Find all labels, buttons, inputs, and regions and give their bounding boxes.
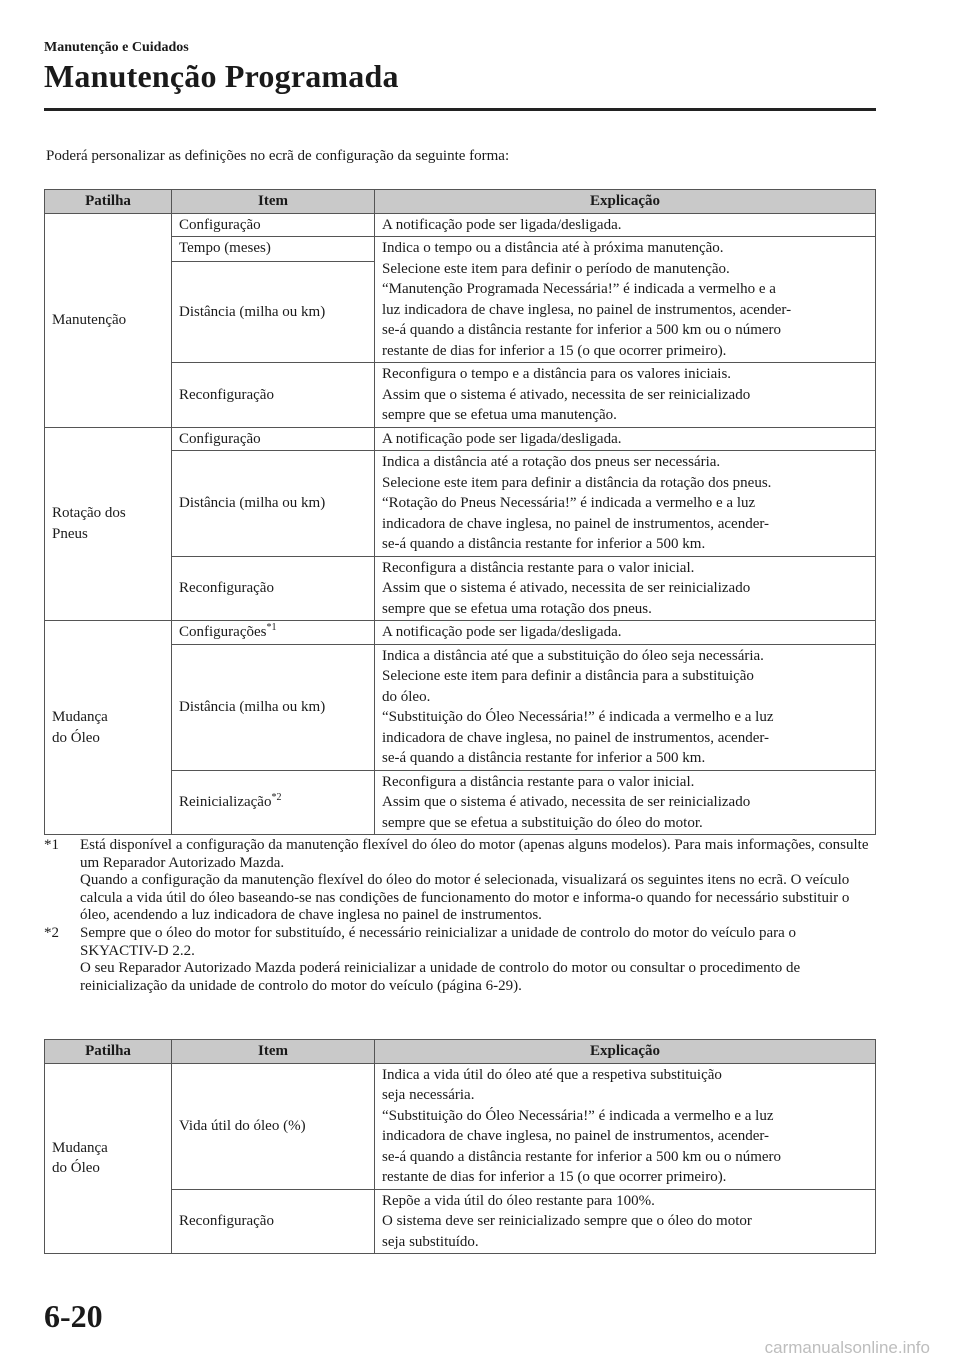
table-row	[45, 213, 876, 237]
explanation-cell: Reconfigura o tempo e a distância para os valores iniciais. Assim que o sistema é ativado, necessita de ser reinicializado sempre que se efetua uma manutenção.	[375, 363, 876, 428]
watermark: carmanualsonline.info	[764, 1338, 930, 1357]
item-cell: Tempo (meses)	[172, 237, 375, 262]
item-cell: Reconfiguração	[172, 1189, 375, 1254]
item-cell: Reconfiguração	[172, 556, 375, 621]
item-cell	[172, 770, 375, 835]
tab-label: Rotação dos Pneus	[52, 505, 126, 542]
item-cell: Reconfiguração	[172, 363, 375, 428]
tab-cell	[45, 1063, 172, 1254]
footnote-text: Sempre que o óleo do motor for substituído, é necessário reinicializar a unidade de controlo do motor do veículo para o SKYACTIV-D 2.2. O seu Reparador Autorizado Mazda poderá reinicializar a unidade de controlo do motor ou consultar o procedimento de reinicialização da unidade de controlo do motor do veículo (página 6-29).	[80, 924, 801, 994]
explanation-cell: A notificação pode ser ligada/desligada.	[375, 427, 876, 451]
footnotes	[44, 837, 876, 995]
item-cell: Configuração	[172, 213, 375, 237]
settings-table	[44, 189, 876, 835]
explanation-cell: Reconfigura a distância restante para o valor inicial. Assim que o sistema é ativado, necessita de ser reinicializado sempre que se efetua a substituição do óleo do motor.	[375, 770, 876, 835]
explanation-cell: Indica a distância até a rotação dos pneus ser necessária. Selecione este item para definir a distância da rotação dos pneus. “Rotação do Pneus Necessária!” é indicada a vermelho e a luz indicadora de chave inglesa, no painel de instrumentos, acender- se-á quando a distância restante for inferior a 500 km.	[375, 451, 876, 557]
tab-label: Mudança do Óleo	[52, 1139, 108, 1177]
page-number: 6-20	[44, 1298, 103, 1334]
explanation-cell: Reconfigura a distância restante para o valor inicial. Assim que o sistema é ativado, necessita de ser reinicializado sempre que se efetua uma rotação dos pneus.	[375, 556, 876, 621]
table-header-tab: Patilha	[45, 1040, 172, 1064]
item-label: Reinicialização	[179, 794, 272, 810]
table-row	[45, 1063, 876, 1189]
table-header-tab: Patilha	[45, 190, 172, 214]
title-rule	[44, 108, 876, 111]
item-label: Configurações	[179, 624, 267, 640]
intro-text: Poderá personalizar as definições no ecrã de configuração da seguinte forma:	[46, 148, 510, 164]
table-header-explanation: Explicação	[375, 1040, 876, 1064]
footnote-ref: *1	[266, 622, 277, 633]
table-row	[45, 427, 876, 451]
footnote-mark: *2	[44, 924, 59, 941]
tab-cell	[45, 427, 172, 621]
footnote-mark: *1	[44, 837, 59, 853]
explanation-cell: Indica a vida útil do óleo até que a respetiva substituição seja necessária. “Substituição do Óleo Necessária!” é indicada a vermelho e a luz indicadora de chave inglesa, no painel de instrumentos, acender- se-á quando a distância restante for inferior a 500 km ou o número restante de dias for inferior a 15 (o que ocorrer primeiro).	[375, 1063, 876, 1189]
item-cell: Distância (milha ou km)	[172, 262, 375, 363]
item-cell	[172, 621, 375, 645]
table-header-item: Item	[172, 1040, 375, 1064]
tab-label: Mudança do Óleo	[52, 709, 108, 746]
explanation-cell: Repõe a vida útil do óleo restante para 100%. O sistema deve ser reinicializado sempre que o óleo do motor seja substituído.	[375, 1189, 876, 1254]
item-cell: Configuração	[172, 427, 375, 451]
table-header-explanation: Explicação	[375, 190, 876, 214]
tab-cell	[45, 621, 172, 835]
explanation-cell: Indica a distância até que a substituição do óleo seja necessária. Selecione este item para definir a distância para a substituição do óleo. “Substituição do Óleo Necessária!” é indicada a vermelho e a luz indicadora de chave inglesa, no painel de instrumentos, acender- se-á quando a distância restante for inferior a 500 km.	[375, 644, 876, 770]
footnote	[44, 837, 876, 925]
table-row	[45, 621, 876, 645]
footnote	[44, 925, 876, 995]
explanation-cell: A notificação pode ser ligada/desligada.	[375, 621, 876, 645]
section-label: Manutenção e Cuidados	[44, 40, 189, 55]
table-header-item: Item	[172, 190, 375, 214]
footnote-ref: *2	[271, 792, 282, 803]
tab-cell	[45, 213, 172, 427]
footnote-text: Está disponível a configuração da manutenção flexível do óleo do motor (apenas alguns modelos). Para mais informações, consulte um Reparador Autorizado Mazda. Quando a configuração da manutenção flexível do óleo do motor é selecionada, visualizará os seguintes itens no ecrã. O veículo calcula a vida útil do óleo baseando-se nas condições de funcionamento do motor e informa-o quando for necessário substituir o óleo, acendendo a luz indicadora de chave inglesa no painel de instrumentos.	[80, 837, 869, 924]
explanation-cell: A notificação pode ser ligada/desligada.	[375, 213, 876, 237]
item-cell: Distância (milha ou km)	[172, 451, 375, 557]
oil-life-table	[44, 1039, 876, 1254]
tab-label: Manutenção	[52, 311, 127, 328]
item-cell: Vida útil do óleo (%)	[172, 1063, 375, 1189]
page-title: Manutenção Programada	[44, 58, 399, 94]
explanation-cell: Indica o tempo ou a distância até à próxima manutenção. Selecione este item para definir o período de manutenção. “Manutenção Programada Necessária!” é indicada a vermelho e a luz indicadora de chave inglesa, no painel de instrumentos, acender- se-á quando a distância restante for inferior a 500 km ou o número restante de dias for inferior a 15 (o que ocorrer primeiro).	[375, 237, 876, 363]
item-cell: Distância (milha ou km)	[172, 644, 375, 770]
